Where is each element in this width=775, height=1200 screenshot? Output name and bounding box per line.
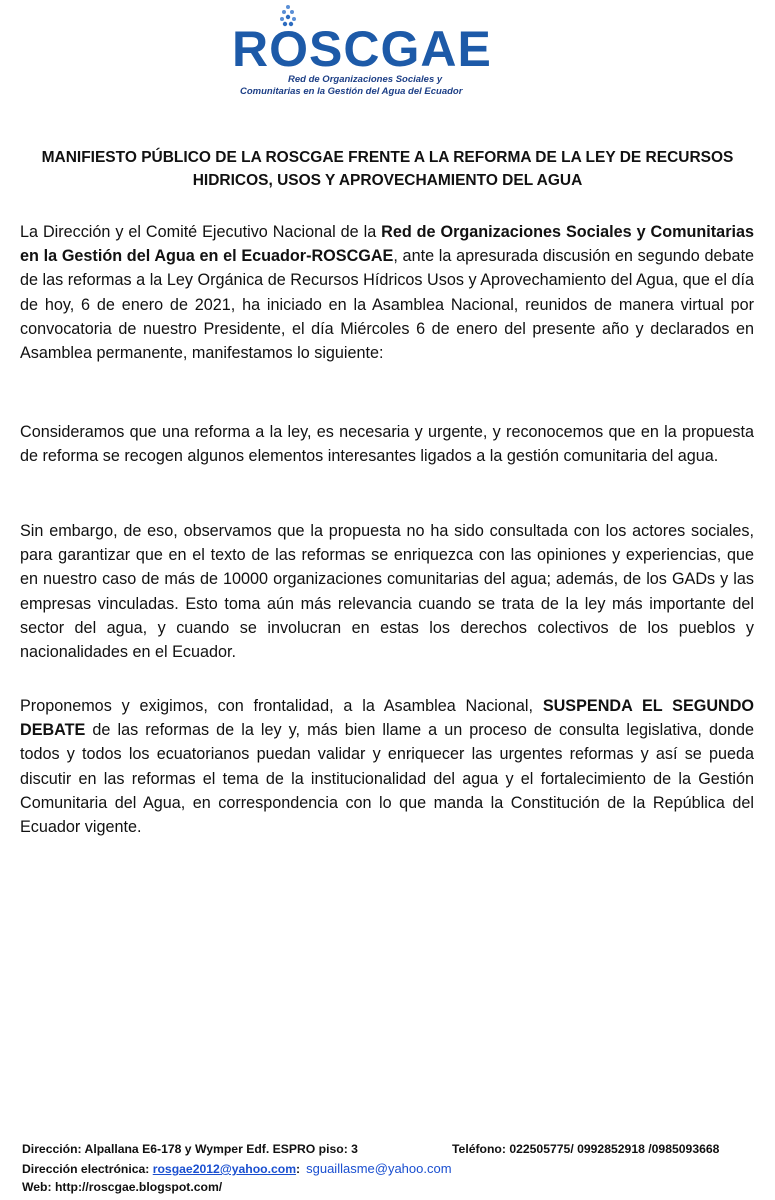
organization-name: Red de Organizaciones Sociales y Comunitarias en la Gestión del Agua en el Ecuador-ROSCGAE: [20, 223, 754, 266]
paragraph-no-consultation: Sin embargo, de eso, observamos que la propuesta no ha sido consultada con los actores sociales, para garantizar que en el texto de las reformas se enriquezca con las opiniones y experiencias, que en nuestro caso de más de 10000 organizaciones comunitarias del agua; además, de los GADs y las empresas vinculadas. Esto toma aún más relevancia cuando se trata de la ley más importante del sector del agua, y cuando se involucran en estas los derechos colectivos de los pueblos y nacionalidades en el Ecuador.: [20, 522, 754, 662]
footer-contact: [22, 1140, 757, 1197]
paragraph-intro: [20, 220, 754, 365]
footer-web: Web: http://roscgae.blogspot.com/: [22, 1180, 223, 1194]
email-link-sguaillasme[interactable]: sguaillasme@yahoo.com: [306, 1161, 452, 1176]
paragraph-intro-text: La Dirección y el Comité Ejecutivo Nacional de la: [20, 223, 382, 241]
logo-subtitle: [240, 74, 498, 98]
paragraph-intro-rest: , ante la apresurada discusión en segundo debate de las reformas a la Ley Orgánica de Recursos Hídricos Usos y Aprovechamiento del Agua, que el día de hoy, 6 de enero de 2021, ha iniciado en la Asamblea Nacional, reunidos de manera virtual por convocatoria de nuestro Presidente, el día Miércoles 6 de enero del presente año y declarados en Asamblea permanente, manifestamos lo siguiente:: [20, 247, 754, 363]
paragraph-reform-needed: Consideramos que una reforma a la ley, es necesaria y urgente, y reconocemos que en la propuesta de reforma se recogen algunos elementos interesantes ligados a la gestión comunitaria del agua.: [20, 423, 754, 466]
logo-wordmark: ROSCGAE: [232, 21, 492, 77]
footer-email-label: Dirección electrónica:: [22, 1162, 153, 1176]
email-link-roscgae[interactable]: rosgae2012@yahoo.com: [152, 1162, 297, 1176]
footer-email-separator: :: [296, 1162, 301, 1176]
paragraph-demand: [20, 694, 754, 839]
document-title: MANIFIESTO PÚBLICO DE LA ROSCGAE FRENTE A LA REFORMA DE LA LEY DE RECURSOS HIDRICOS, USOS Y APROVECHAMIENTO DEL AGUA: [41, 149, 734, 189]
footer-phone: Teléfono: 022505775/ 0992852918 /0985093668: [452, 1142, 720, 1156]
logo-subtitle-line1: Red de Organizaciones Sociales y: [288, 74, 443, 85]
logo-subtitle-line2: Comunitarias en la Gestión del Agua del Ecuador: [240, 86, 463, 97]
paragraph-demand-rest: de las reformas de la ley y, más bien llame a un proceso de consulta legislativa, donde todos y todos los ecuatorianos puedan validar y enriquecer las urgentes reformas y así se pueda discutir en las reformas el tema de la institucionalidad del agua y el fortalecimiento de la Gestión Comunitaria del Agua, en correspondencia con lo que manda la Constitución de la República del Ecuador vigente.: [20, 721, 754, 837]
paragraph-demand-intro: Proponemos y exigimos, con frontalidad, a la Asamblea Nacional,: [20, 697, 543, 715]
roscgae-logo: [232, 4, 494, 100]
suspend-debate-demand: SUSPENDA EL SEGUNDO DEBATE: [20, 697, 754, 740]
footer-address: Dirección: Alpallana E6-178 y Wymper Edf. ESPRO piso: 3: [22, 1142, 358, 1156]
